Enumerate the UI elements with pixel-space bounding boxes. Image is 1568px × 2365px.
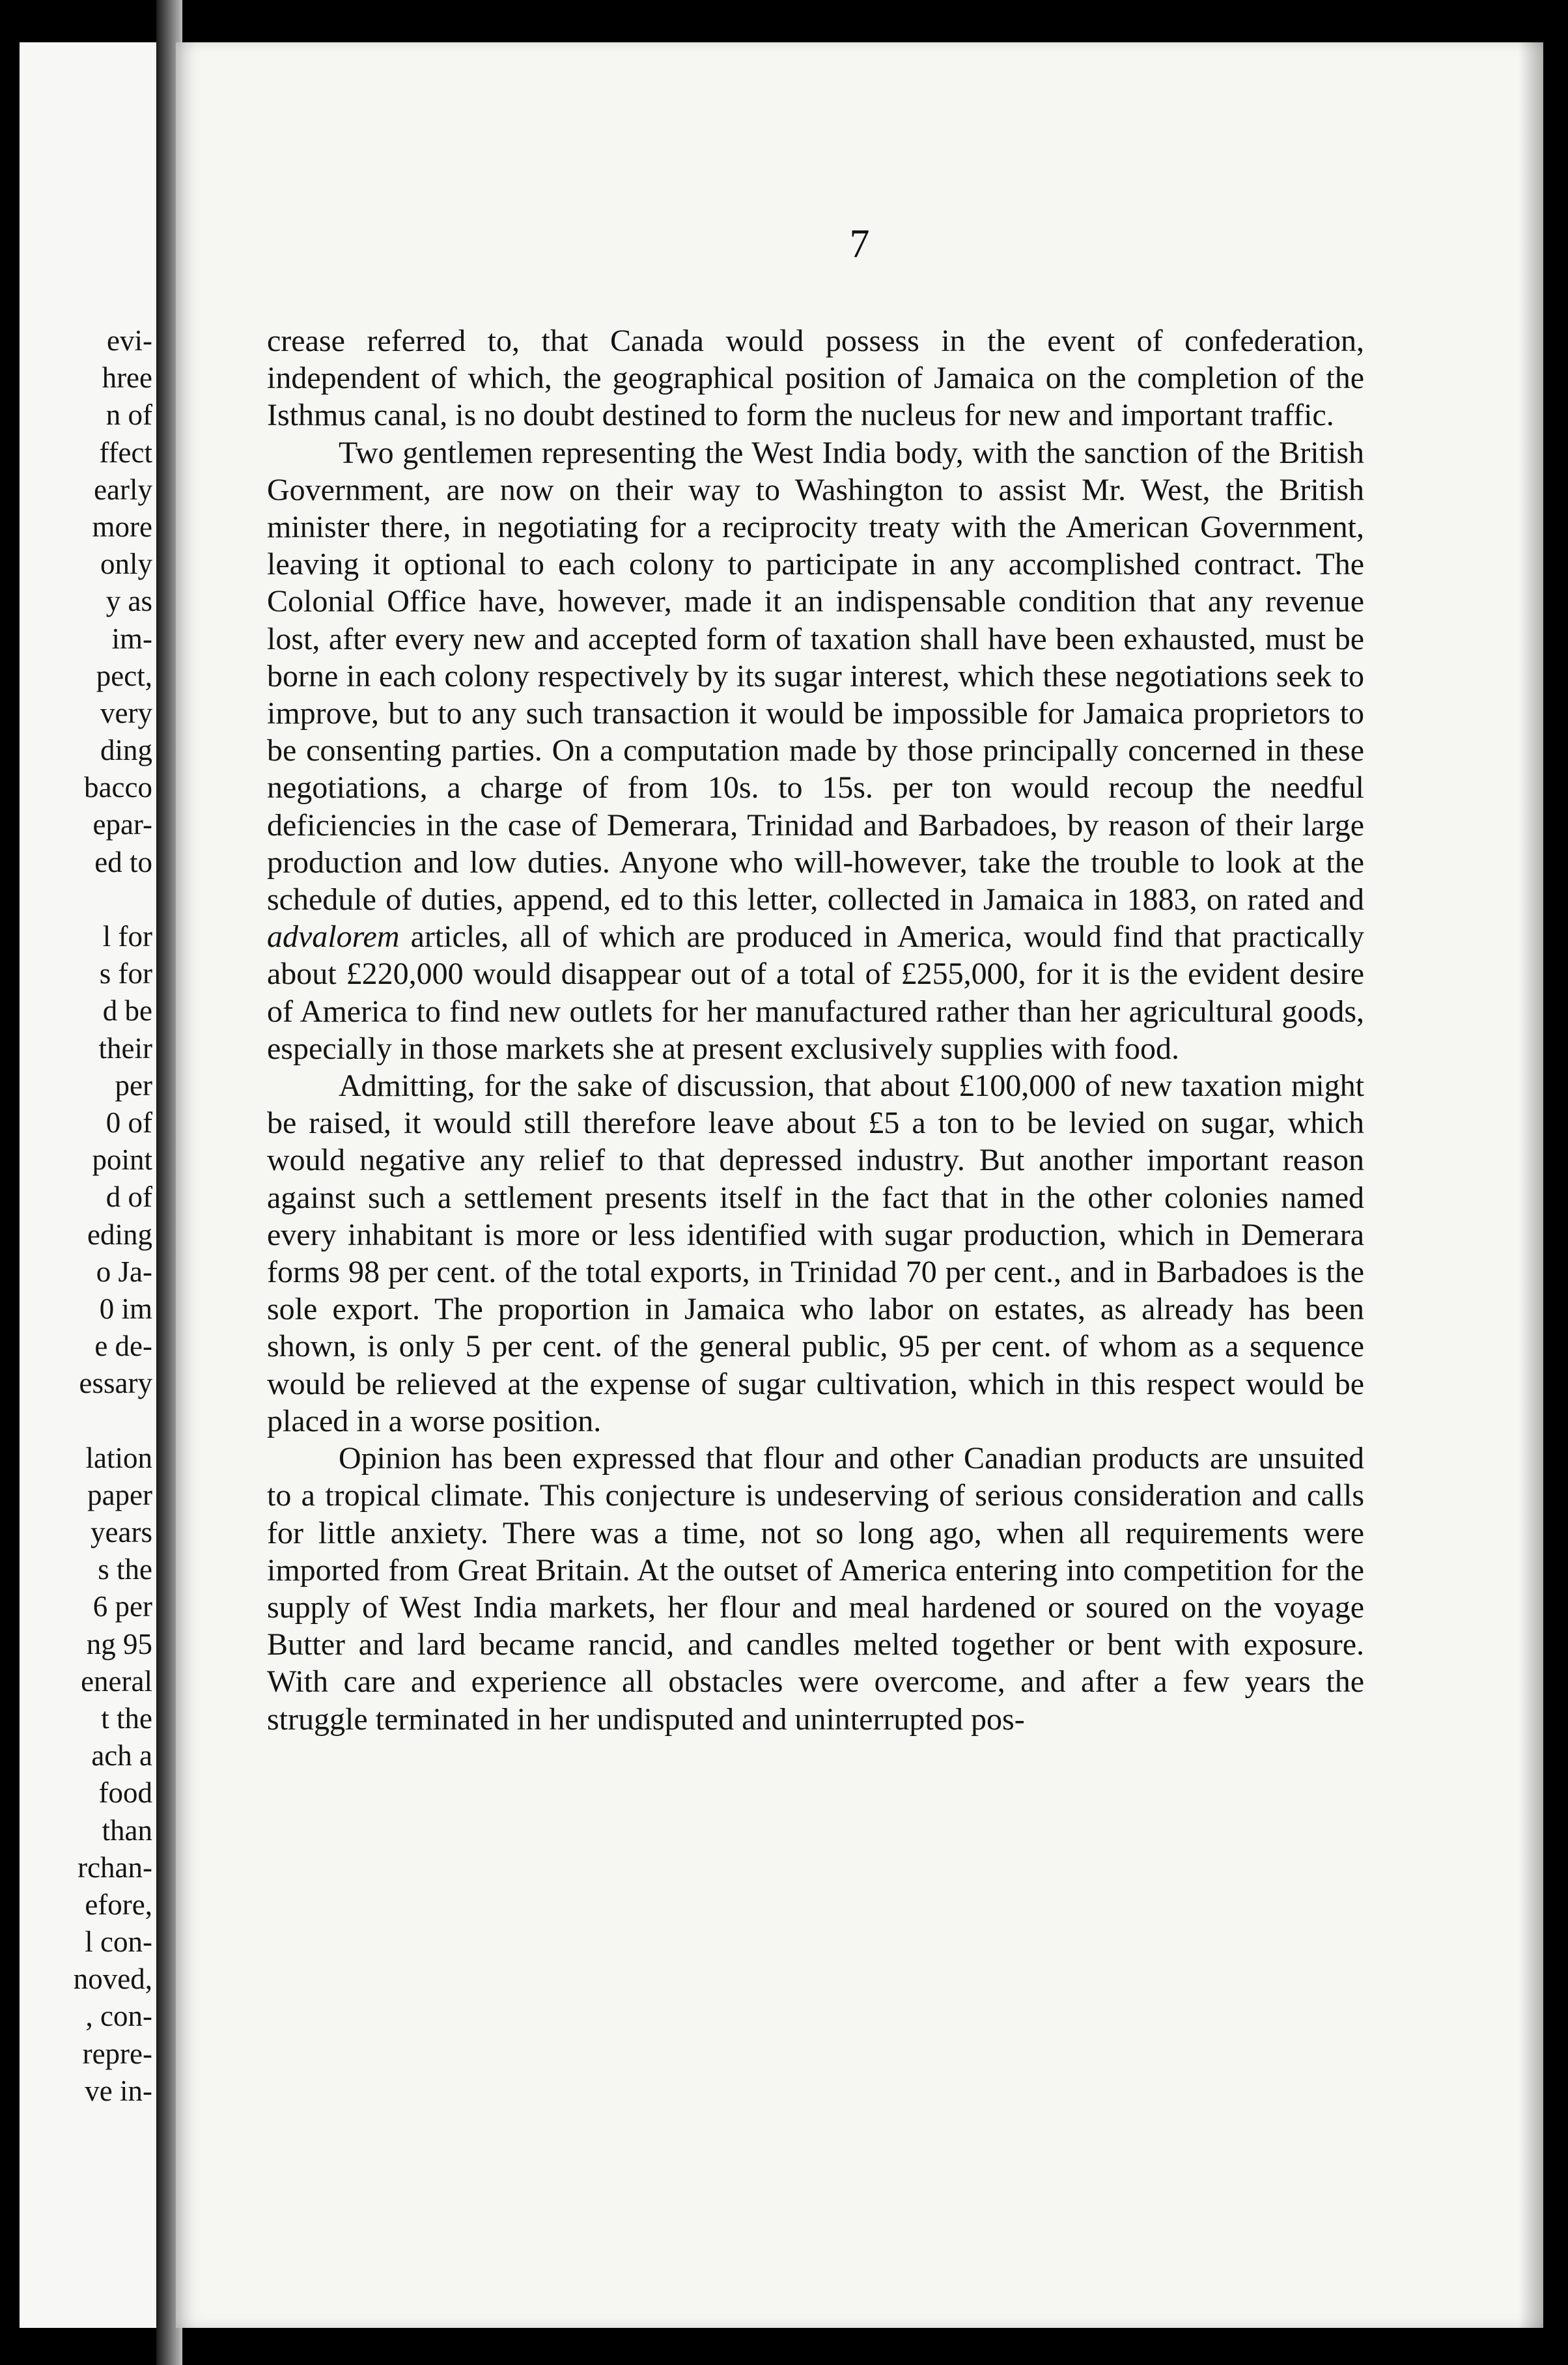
facing-page-line: 0 im xyxy=(99,1292,152,1325)
facing-page-line: im- xyxy=(111,622,152,655)
facing-page-line: ve in- xyxy=(85,2074,152,2107)
facing-page-line: l for xyxy=(102,920,152,953)
facing-page-line: efore, xyxy=(85,1888,152,1921)
facing-page-line: repre- xyxy=(82,2037,152,2070)
facing-page-line: t the xyxy=(101,1701,152,1735)
facing-page-line: d of xyxy=(105,1181,152,1214)
body-text xyxy=(267,322,1364,1738)
facing-page-line: epar- xyxy=(92,808,152,841)
paragraph-2-italic: advalorem xyxy=(267,919,400,955)
facing-page-line: s the xyxy=(98,1553,152,1586)
facing-page-line: n of xyxy=(105,399,152,432)
facing-page-line: bacco xyxy=(84,771,152,804)
facing-page-line: paper xyxy=(87,1478,152,1511)
facing-page-line: pect, xyxy=(96,659,152,692)
facing-page-line: , con- xyxy=(85,2000,152,2033)
facing-page-line: ding xyxy=(100,734,152,767)
facing-page-line: noved, xyxy=(73,1963,152,1996)
facing-page-line xyxy=(22,881,152,918)
facing-page-line xyxy=(22,1402,152,1439)
facing-page-line: than xyxy=(102,1813,152,1847)
facing-page-line: per xyxy=(115,1069,152,1102)
facing-page-line: only xyxy=(100,548,152,581)
facing-page-line: rchan- xyxy=(77,1851,152,1884)
facing-page-line: l con- xyxy=(85,1925,152,1959)
paragraph-1: crease referred to, that Canada would possess in the event of confederation, independent of which, the geographical position of Jamaica on the completion of the Isthmus canal, is no doubt destined to form the nucleus for new and important traffic. xyxy=(267,324,1364,433)
facing-page xyxy=(20,42,156,2328)
facing-page-line: their xyxy=(98,1031,152,1065)
facing-page-line: ffect xyxy=(99,436,152,469)
facing-page-line: 6 per xyxy=(92,1590,152,1623)
facing-page-line: more xyxy=(92,510,152,543)
facing-page-line: years xyxy=(91,1516,152,1548)
facing-page-line: ng 95 xyxy=(86,1627,152,1660)
facing-page-line: evi- xyxy=(107,324,152,357)
facing-page-line: ach a xyxy=(91,1739,152,1772)
facing-page-line: point xyxy=(92,1143,152,1177)
facing-page-line: very xyxy=(100,696,152,729)
facing-page-line: 0 of xyxy=(105,1106,152,1139)
paragraph-3: Admitting, for the sake of discussion, that about £100,000 of new taxation might be raised, it would still therefore leave about £5 a ton to be levied on sugar, which would negative any relief to that depressed industry. But another important reason against such a settlement presents itself in the fact that in the other colonies named every inhabitant is more or less identified with sugar production, which in Demerara forms 98 per cent. of the total exports, in Trinidad 70 per cent., and in Barbadoes is the sole export. The proportion in Jamaica who labor on estates, as already has been shown, is only 5 per cent. of the general public, 95 per cent. of whom as a sequence would be relieved at the expense of sugar cultivation, which in this respect would be placed in a worse position. xyxy=(267,1069,1364,1438)
facing-page-line: hree xyxy=(102,361,152,395)
paragraph-2-text-after: articles, all of which are produced in America, would find that practically about £220,000 would disappear out of a total of £255,000, for it is the evident desire of America to find new outlets for her manufactured rather than her agricultural goods, especially in those markets she at present exclusively supplies with food. xyxy=(267,919,1364,1066)
paragraph-4: Opinion has been expressed that flour and other Canadian products are unsuited to a tropical climate. This conjecture is undeserving of serious consideration and calls for little anxiety. There was a time, not so long ago, when all requirements were imported from Great Britain. At the outset of America entering into competition for the supply of West India markets, her flour and meal hardened or soured on the voyage Butter and lard became rancid, and candles melted together or bent with exposure. With care and experience all obstacles were overcome, and after a few years the struggle terminated in her undisputed and uninterrupted pos- xyxy=(267,1441,1364,1737)
document-page xyxy=(176,42,1543,2328)
page-number: 7 xyxy=(849,222,870,266)
facing-page-line: s for xyxy=(99,957,152,990)
facing-page-line: y as xyxy=(105,585,152,618)
facing-page-line: ed to xyxy=(94,845,152,878)
page-edge-shadow xyxy=(1519,42,1543,2328)
facing-page-text xyxy=(22,322,152,2110)
paragraph-2 xyxy=(267,434,1364,1067)
facing-page-line: early xyxy=(94,473,152,506)
facing-page-line: food xyxy=(98,1776,152,1810)
paragraph-2-text: Two gentlemen representing the West India body, with the sanction of the British Government, are now on their way to Washington to assist Mr. West, the British minister there, in negotiating for a reciprocity treaty with the American Government, leaving it optional to each colony to participate in any accomplished contract. The Colonial Office have, however, made it an indispensable condition that any revenue lost, after every new and accepted form of taxation shall have been exhausted, must be borne in each colony respectively by its sugar interest, which these negotiations seek to improve, but to any such transaction it would be impossible for Jamaica proprietors to be consenting parties. On a computation made by those principally concerned in these negotiations, a charge of from 10s. to 15s. per ton would recoup the needful deficiencies in the case of Demerara, Trinidad and Barbadoes, by reason of their large production and low duties. Anyone who will-however, take the trouble to look at the schedule of duties, append, ed to this letter, collected in Jamaica in 1883, on rated and xyxy=(267,435,1364,917)
facing-page-line: d be xyxy=(102,994,152,1028)
facing-page-line: e de- xyxy=(94,1330,152,1363)
facing-page-line: eding xyxy=(87,1218,152,1251)
facing-page-line: o Ja- xyxy=(96,1255,152,1288)
facing-page-line: eneral xyxy=(81,1664,152,1698)
facing-page-line: essary xyxy=(79,1367,152,1400)
facing-page-line: lation xyxy=(85,1441,152,1474)
